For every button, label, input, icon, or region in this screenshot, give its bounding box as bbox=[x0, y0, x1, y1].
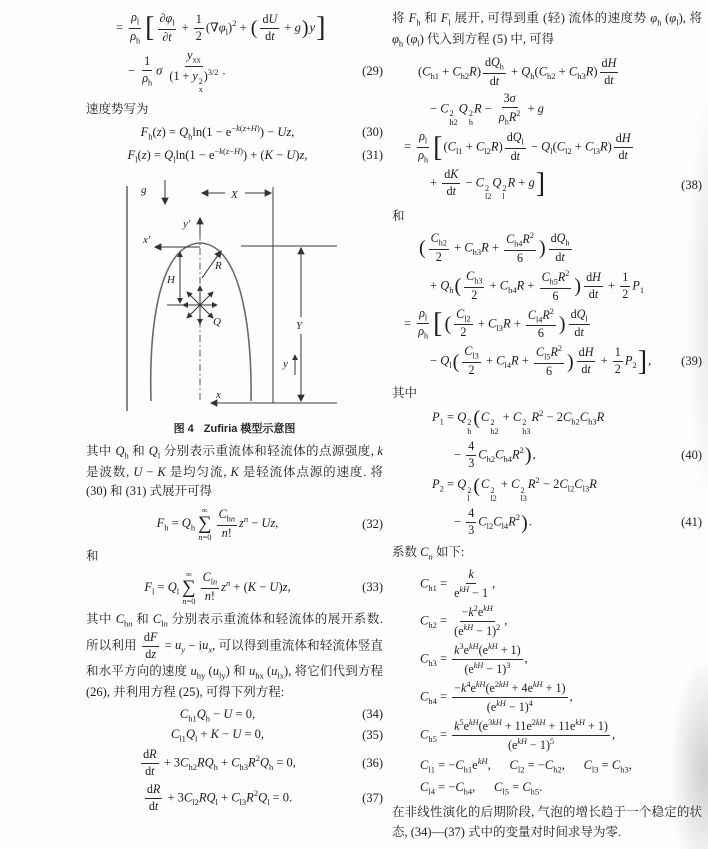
equation-number: (31) bbox=[362, 147, 383, 162]
label-X: X bbox=[230, 188, 238, 201]
equation-38 bbox=[392, 56, 702, 202]
paragraph-expansion: 其中 $C_{hn}$ 和 $C_{ln}$ 分别表示重流体和轻流体的展开系数. 所以利用 $\frac{dF}{dz}$ = $u_y - iu_x$, 可以得到重流体和轻流体竖直和水平方向的速度 $u_{hy}$ $(u_{ly})$ 和 $u_{hx}$ $(u_{lx})$, 将它们代到方程 (26), 并利用方程 (25), 可得下列方程: bbox=[86, 612, 384, 699]
equation-32: $F_h = Q_h$ ∞ ∑ n=0 $C_{hn}$ n! $z^n - Uz$, (32) bbox=[156, 505, 383, 543]
equation-line: − $\frac{4}{3}$ $C_{l2}C_{l4}R^2$). (41) bbox=[454, 506, 702, 537]
equation-number: (33) bbox=[362, 580, 383, 595]
coefficient-line: $C_{h4}$ = $-k^4e^{kH}(e^{2kH} + 4e^{kH} + 1)$ $(e^{kH} - 1)^4$ , bbox=[420, 679, 573, 714]
equation-line: $(C_{h1} + C_{h2}R)$ $dQ_h$ dt + $Q_h(C_{h2} + C_{h3}R)$ $\frac{dH}{dt}$ bbox=[418, 54, 617, 88]
zufiria-model-diagram bbox=[105, 173, 365, 415]
equation-number: (35) bbox=[362, 727, 383, 742]
coefficient-line: $C_{h2}$ = $-k^2e^{kH}$ $(e^{kH} - 1)^2$ , bbox=[420, 604, 508, 639]
right-column bbox=[392, 6, 702, 849]
label-x: x bbox=[215, 388, 221, 401]
figure-4 bbox=[86, 173, 383, 436]
label-x-prime: x′ bbox=[142, 233, 150, 246]
equation-line: − $\frac{1}{\rho_h}$ σ $y_{xx}$ (1 + y 2 x )$^{3/2}$ . (29) bbox=[128, 47, 383, 95]
label-Q: Q bbox=[212, 315, 221, 328]
equation-36: $\frac{dR}{dt}$ + $3C_{h2}RQ_h + C_{h3}R^2Q_h = 0$, (36) bbox=[143, 746, 383, 778]
equation-line: = $\frac{\rho_l}{\rho_h}$ [ $\frac{\partial\varphi_l}{\partial t}$ + $\frac{1}{2}$ $(\nabla\varphi_l)^2$ + ( $\frac{dU}{dt}$ + g)y] bbox=[116, 10, 326, 46]
coefficient-line: $C_{l1} = -C_{h1}e^{kH}$, $C_{l2} = -C_{h2}$, $C_{l3} = C_{h3}$, bbox=[420, 755, 632, 775]
equation-number: (29) bbox=[362, 64, 383, 79]
equation-line: $P_1 = Q$ 2 h (C 2 h2 + C 2 h3 $R^2 - 2C_{h2}C_{h3}R$ bbox=[432, 407, 605, 436]
equation-34: $C_{h1}Q_h - U = 0$, (34) bbox=[179, 706, 383, 724]
equation-line: + $\frac{dK}{dt}$ − C 2 l2 Q 2 l R + g] (38) bbox=[430, 167, 702, 202]
equation-30: $F_h(z) = Q_h\ln(1 - e^{-k(z+H)}) - Uz$, (30) bbox=[140, 123, 383, 142]
coefficient-line: $C_{h5}$ = $k^5e^{kH}(e^{3kH} + 11e^{2kH} + 11e^{kH} + 1)$ $(e^{kH} - 1)^5$ , bbox=[420, 717, 616, 752]
coefficient-line: $C_{h3}$ = $k^3e^{kH}(e^{kH} + 1)$ $(e^{kH} - 1)^3$ , bbox=[420, 642, 528, 677]
equation-line: − $Q_l$( $\frac{C_{l3}}{2}$ + $C_{l4}R$ + $\frac{C_{l5}R^2}{6}$ ) $\frac{dH}{dt}$ + $\frac{1}{2}$ $P_2$], (39) bbox=[430, 344, 702, 379]
equation-line: $P_2 = Q$ 2 l (C 2 l2 + C 2 l3 $R^2 - 2C_{l2}C_{l3}R$ bbox=[432, 474, 597, 504]
label-R: R bbox=[214, 259, 222, 272]
left-column bbox=[86, 6, 383, 849]
paragraph-velocity-potential: 速度势写为 bbox=[86, 101, 149, 116]
equation-39 bbox=[392, 231, 702, 380]
coefficient-list bbox=[392, 568, 702, 798]
connector-and: 和 bbox=[86, 548, 99, 563]
equation-35: $C_{l1}Q_l + K - U = 0$, (35) bbox=[170, 727, 383, 744]
paragraph-coefficients: 系数 $C_n$ 如下: bbox=[392, 544, 465, 562]
equation-29 bbox=[86, 11, 383, 95]
label-H: H bbox=[166, 273, 175, 286]
equation-number: (41) bbox=[681, 515, 702, 530]
equation-number: (34) bbox=[362, 707, 383, 722]
equation-31: $F_l(z) = Q_l\ln(1 - e^{-k(z-H)}) + (K - U)z$, (31) bbox=[127, 145, 383, 165]
equation-number: (38) bbox=[681, 177, 702, 192]
coefficient-line: $C_{h1}$ = k $e^{kH} - 1$ , bbox=[420, 567, 496, 601]
label-y-prime: y′ bbox=[182, 217, 190, 230]
equation-line: − C 2 h2 Q 2 h R − 3σ $\rho_hR^2$ + g bbox=[430, 90, 544, 127]
equation-number: (40) bbox=[681, 447, 702, 462]
figure-caption: 图 4 Zufiria 模型示意图 bbox=[173, 422, 296, 435]
equation-37: $\frac{dR}{dt}$ + $3C_{l2}RQ_l + C_{l3}R^2Q_l = 0$. (37) bbox=[146, 781, 383, 813]
bubble-curve bbox=[150, 243, 250, 401]
equation-40 bbox=[392, 408, 702, 470]
equation-number: (30) bbox=[362, 125, 383, 140]
equation-number: (39) bbox=[681, 354, 702, 369]
paragraph-intro: 将 $F_h$ 和 $F_l$ 展开, 可得到重 (轻) 流体的速度势 $\varphi_h$ $(\varphi_l)$, 将 $\varphi_h$ $(\varphi_l)$ 代入到方程 (5) 中, 可得 bbox=[392, 11, 702, 49]
equation-line: ( $\frac{C_{h2}}{2}$ + $C_{h3}R$ + $\frac{C_{h4}R^2}{6}$ ) $dQ_h$ dt bbox=[419, 230, 570, 265]
coefficient-line: $C_{l4} = -C_{h4}$, $C_{l5} = C_{h5}$. bbox=[420, 779, 543, 797]
equation-33: $F_l = Q_l$ ∞ ∑ n=0 $\frac{C_{ln}}{n!}$ $z^n + (K - U)z$, (33) bbox=[144, 568, 383, 606]
equation-line: = $\frac{\rho_l}{\rho_h}$ [$(C_{l1} + C_{l2}R)$ $dQ_l$ dt − $Q_l(C_{l2} + C_{l3}R)$ $\frac{dH}{dt}$ bbox=[404, 129, 631, 165]
connector-and: 和 bbox=[392, 209, 405, 223]
label-g: g bbox=[140, 183, 146, 196]
equation-number: (32) bbox=[362, 516, 383, 531]
label-Y: Y bbox=[295, 319, 302, 332]
connector-where: 其中 bbox=[392, 386, 418, 401]
equation-number: (37) bbox=[362, 790, 383, 805]
equation-line: + $Q_h$( $\frac{C_{h3}}{2}$ + $C_{h4}R$ + $\frac{C_{h5}R^2}{6}$ ) $\frac{dH}{dt}$ + $\frac{1}{2}$ $P_1$ bbox=[430, 268, 645, 303]
equation-41 bbox=[392, 475, 702, 537]
paragraph-final: 在非线性演化的后期阶段, 气泡的增长趋于一个稳定的状态, (34)—(37) 式中的变量对时间求导为零. bbox=[392, 804, 702, 839]
equation-line: = $\frac{\rho_l}{\rho_h}$ [ ( $\frac{C_{l2}}{2}$ + $C_{l3}R$ + $\frac{C_{l4}R^2}{6}$ ) $dQ_l$ dt bbox=[404, 305, 588, 341]
equation-line: − $\frac{4}{3}$ $C_{h2}C_{h4}R^2$), (40) bbox=[454, 438, 702, 470]
equation-number: (36) bbox=[362, 755, 383, 770]
label-y: y bbox=[282, 357, 288, 370]
paragraph-sources: 其中 $Q_h$ 和 $Q_l$ 分别表示重流体和轻流体的点源强度, k 是波数, U − K 是均匀流, K 是轻流体点源的速度. 将 (30) 和 (31) 式展开可得 bbox=[86, 443, 383, 499]
point-source-star bbox=[183, 286, 217, 324]
